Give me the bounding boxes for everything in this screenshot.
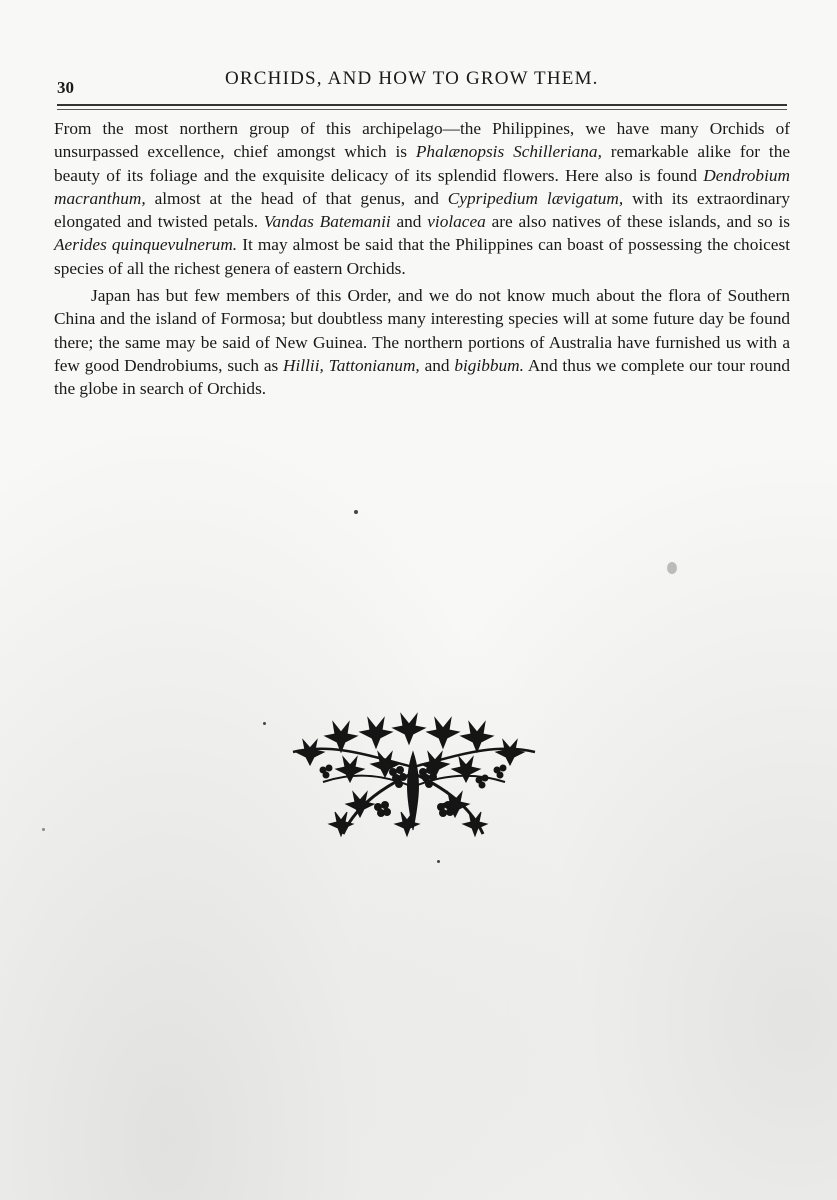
ink-speck <box>354 510 358 514</box>
species-bigibbum: bigibbum. <box>454 355 524 375</box>
body-text <box>54 117 790 401</box>
ink-speck <box>437 860 440 863</box>
species-hillii: Hillii, Tattonianum, <box>283 355 420 375</box>
ink-speck <box>263 722 266 725</box>
ink-speck <box>42 828 45 831</box>
species-vandas: Vandas Batemanii <box>263 212 391 232</box>
paragraph-japan: Japan has but few members of this Order, and we do not know much about the flora of Southern China and the island of Formosa; but doubtless many interesting species will at some future day be found there; the same may be said of New Guinea. The northern portions of Australia have furnished us with a few good Dendrobiums, such as Hillii, Tattonianum, and bigibbum. And thus we complete our tour round the globe in search of Orchids. <box>54 286 790 399</box>
ink-speck <box>667 562 677 574</box>
running-head <box>57 66 787 96</box>
floral-vine-ornament-icon <box>283 712 543 840</box>
species-phalaenopsis: Phalænopsis Schilleriana, <box>415 142 602 162</box>
species-cypripedium: Cypripedium lævigatum, <box>447 188 624 208</box>
species-violacea: violacea <box>427 212 486 232</box>
paragraph-philippines: From the most northern group of this archipelago—the Philippines, we have many Orchids of unsurpassed excellence, chief amongst which is Phalænopsis Schilleriana, remarkable alike for the beauty of its foliage and the exquisite delicacy of its splendid flowers. Here also is found Dendrobium macranthum, almost at the head of that genus, and Cypripedium lævigatum, with its extraordinary elongated and twisted petals. Vandas Batemanii and violacea are also natives of these islands, and so is Aerides quinquevulnerum. It may almost be said that the Philippines can boast of possessing the choicest species of all the richest genera of eastern Orchids. <box>54 119 791 278</box>
header-rule-thin <box>57 109 787 110</box>
page-number: 30 <box>57 78 74 97</box>
book-title: ORCHIDS, AND HOW TO GROW THEM. <box>225 68 599 89</box>
species-aerides: Aerides quinquevulnerum. <box>54 235 238 255</box>
header-rule-thick <box>57 104 787 106</box>
species-dendrobium: Dendrobium macranthum, <box>54 165 790 208</box>
